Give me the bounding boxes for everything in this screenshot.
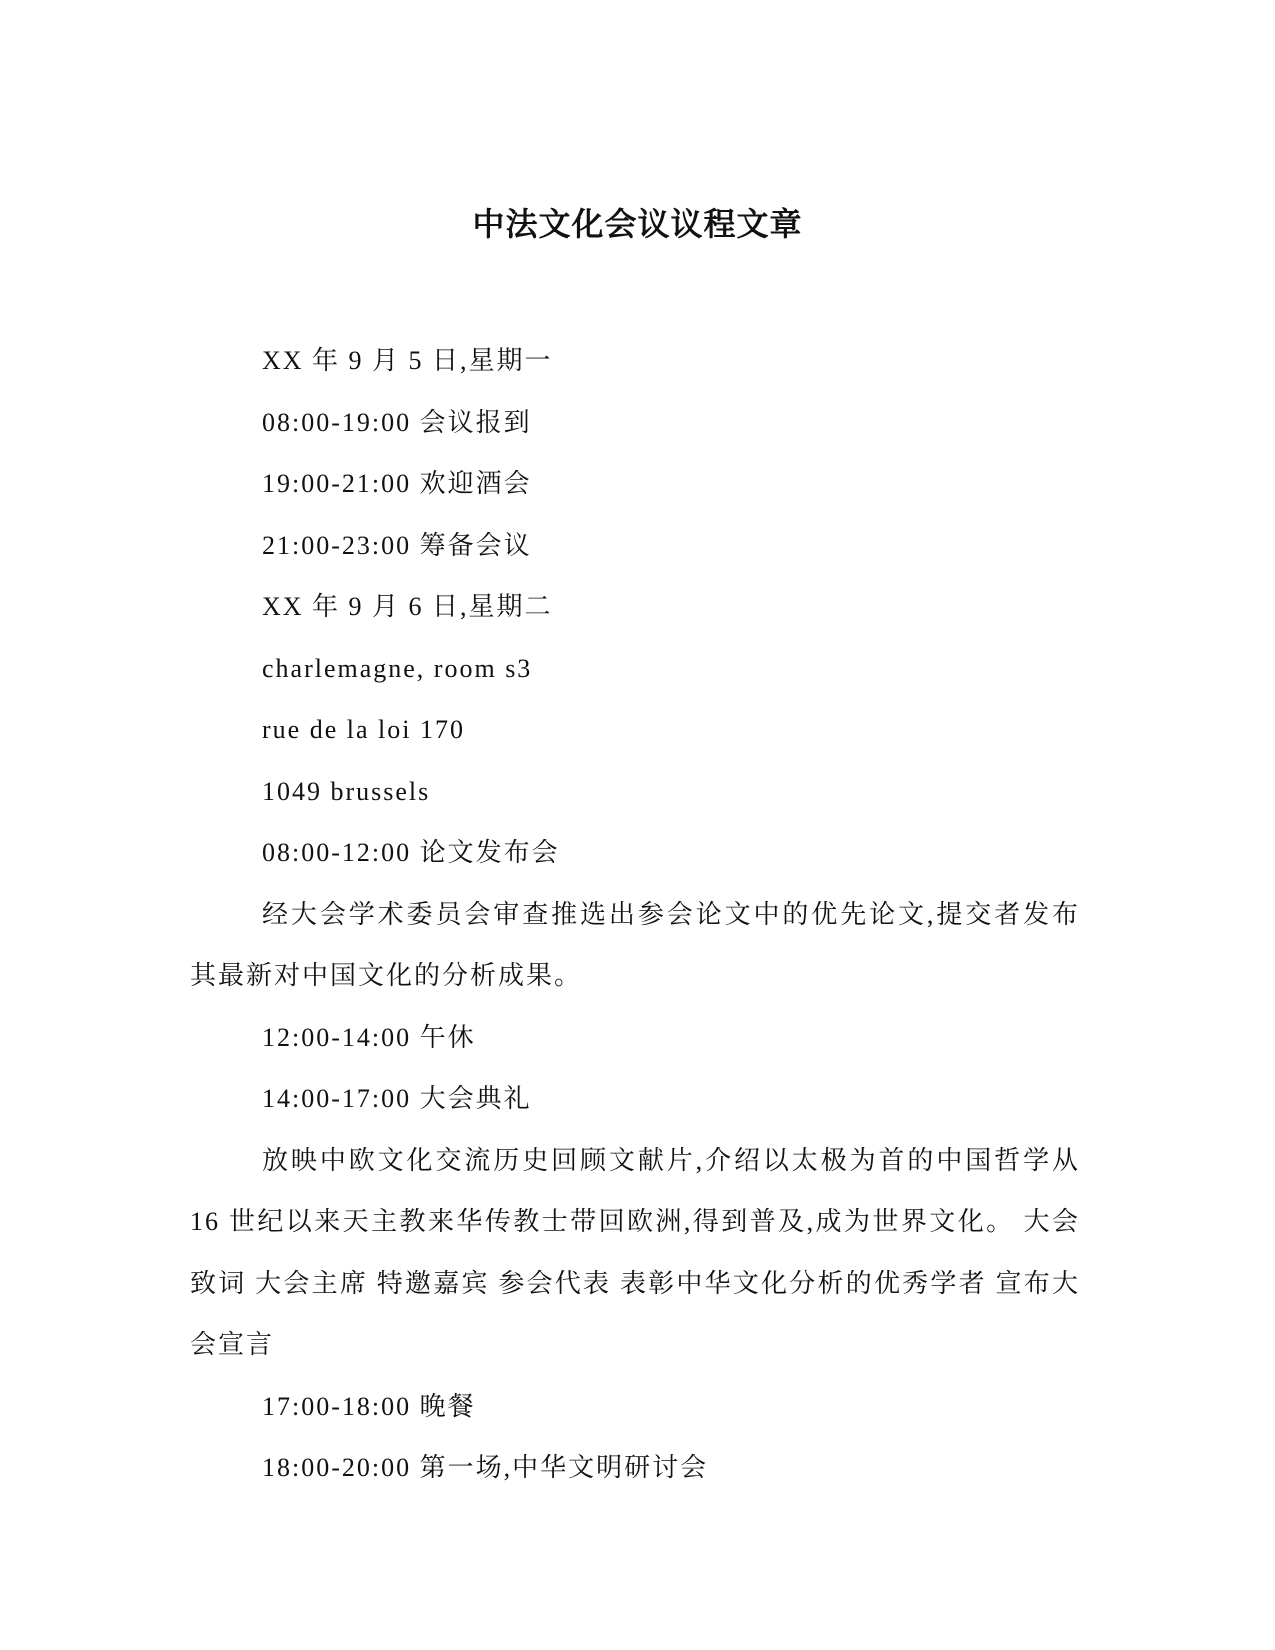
agenda-item-preparatory-meeting: 21:00-23:00 筹备会议 [262,530,532,560]
agenda-item-first-seminar: 18:00-20:00 第一场,中华文明研讨会 [262,1453,709,1482]
agenda-item-welcome-reception: 19:00-21:00 欢迎酒会 [262,469,532,498]
ceremony-description: 放映中欧文化交流历史回顾文献片,介绍以太极为首的中国哲学从16 世纪以来天主教来华传教士带回欧洲,得到普及,成为世界文化。 大会致词 大会主席 特邀嘉宾 参会代表 表彰中华文化分析的优秀学者 宣布大会宣言 [190,1145,1080,1359]
agenda-item-registration: 08:00-19:00 会议报到 [262,407,532,437]
date-line-day1: XX 年 9 月 5 日,星期一 [262,346,553,375]
agenda-item-ceremony: 14:00-17:00 大会典礼 [262,1084,532,1113]
agenda-item-dinner: 17:00-18:00 晚餐 [262,1391,476,1421]
document-title: 中法文化会议议程文章 [472,206,803,242]
paper-release-description: 经大会学术委员会审查推选出参会论文中的优先论文,提交者发布其最新对中国文化的分析成果。 [190,899,1080,990]
venue-city: 1049 brussels [262,776,431,806]
agenda-item-lunch-break: 12:00-14:00 午休 [262,1022,476,1052]
document-body [190,330,1080,1499]
agenda-item-paper-release: 08:00-12:00 论文发布会 [262,838,560,867]
venue-building: charlemagne, room s3 [262,653,533,683]
venue-street: rue de la loi 170 [262,715,465,744]
date-line-day2: XX 年 9 月 6 日,星期二 [262,592,553,621]
